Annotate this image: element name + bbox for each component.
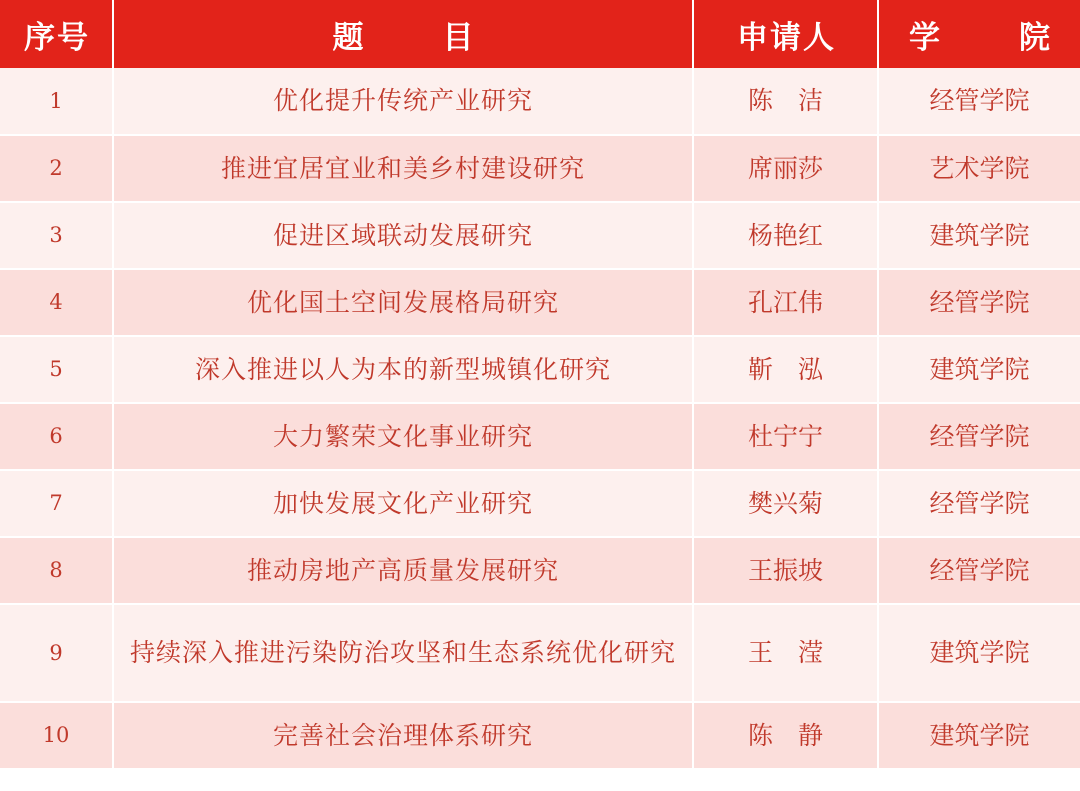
cell-applicant: 王振坡	[693, 537, 878, 604]
cell-applicant: 陈 洁	[693, 68, 878, 135]
column-header-college: 学 院	[878, 0, 1080, 68]
cell-applicant: 陈 静	[693, 702, 878, 769]
column-header-index: 序号	[0, 0, 113, 68]
cell-college: 建筑学院	[878, 702, 1080, 769]
cell-index: 5	[0, 336, 113, 403]
cell-index: 7	[0, 470, 113, 537]
cell-applicant: 杜宁宁	[693, 403, 878, 470]
cell-college: 经管学院	[878, 537, 1080, 604]
table-header-row	[0, 0, 1080, 68]
cell-title: 优化国土空间发展格局研究	[113, 269, 693, 336]
table-row	[0, 403, 1080, 470]
cell-applicant: 靳 泓	[693, 336, 878, 403]
cell-college: 建筑学院	[878, 336, 1080, 403]
cell-applicant: 樊兴菊	[693, 470, 878, 537]
cell-college: 建筑学院	[878, 604, 1080, 702]
table-row	[0, 135, 1080, 202]
cell-college: 经管学院	[878, 269, 1080, 336]
cell-index: 6	[0, 403, 113, 470]
table-row	[0, 702, 1080, 769]
table-row	[0, 537, 1080, 604]
column-header-title: 题 目	[113, 0, 693, 68]
column-header-applicant: 申请人	[693, 0, 878, 68]
cell-title: 深入推进以人为本的新型城镇化研究	[113, 336, 693, 403]
cell-index: 4	[0, 269, 113, 336]
cell-title: 推动房地产高质量发展研究	[113, 537, 693, 604]
cell-applicant: 杨艳红	[693, 202, 878, 269]
table-header	[0, 0, 1080, 68]
table-body	[0, 68, 1080, 769]
cell-title: 完善社会治理体系研究	[113, 702, 693, 769]
table-row	[0, 202, 1080, 269]
table-row	[0, 470, 1080, 537]
cell-title: 加快发展文化产业研究	[113, 470, 693, 537]
cell-index: 1	[0, 68, 113, 135]
cell-title: 推进宜居宜业和美乡村建设研究	[113, 135, 693, 202]
cell-index: 8	[0, 537, 113, 604]
cell-title: 大力繁荣文化事业研究	[113, 403, 693, 470]
cell-college: 经管学院	[878, 470, 1080, 537]
cell-college: 艺术学院	[878, 135, 1080, 202]
table-row	[0, 269, 1080, 336]
table-row	[0, 336, 1080, 403]
cell-applicant: 王 滢	[693, 604, 878, 702]
cell-college: 经管学院	[878, 403, 1080, 470]
cell-applicant: 孔江伟	[693, 269, 878, 336]
cell-college: 建筑学院	[878, 202, 1080, 269]
cell-title: 优化提升传统产业研究	[113, 68, 693, 135]
cell-title: 促进区域联动发展研究	[113, 202, 693, 269]
table-row	[0, 604, 1080, 702]
cell-applicant: 席丽莎	[693, 135, 878, 202]
cell-college: 经管学院	[878, 68, 1080, 135]
cell-title: 持续深入推进污染防治攻坚和生态系统优化研究	[113, 604, 693, 702]
cell-index: 2	[0, 135, 113, 202]
table-row	[0, 68, 1080, 135]
cell-index: 3	[0, 202, 113, 269]
cell-index: 10	[0, 702, 113, 769]
cell-index: 9	[0, 604, 113, 702]
